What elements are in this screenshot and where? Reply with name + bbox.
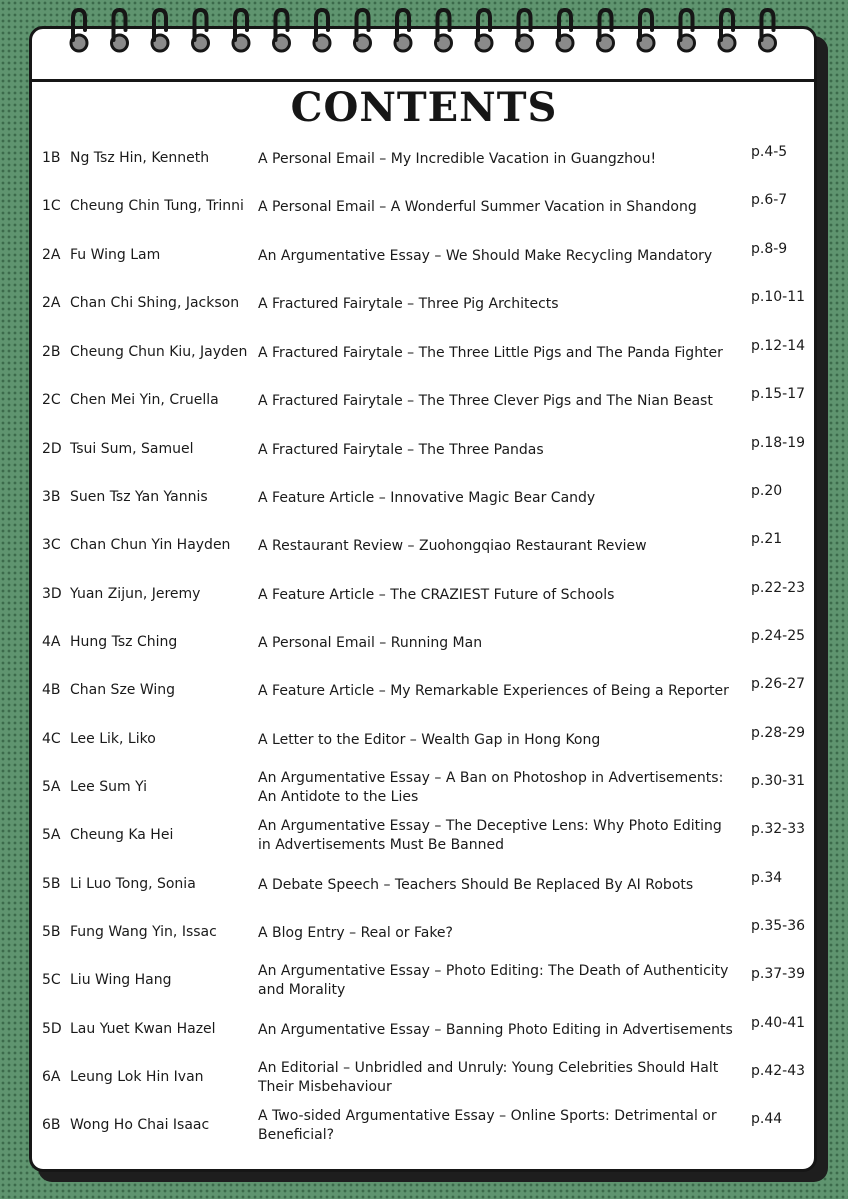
page-number: p.24-25 <box>751 628 806 644</box>
class-label: 1B <box>42 150 61 166</box>
article-title: A Feature Article – The CRAZIEST Future of Schools <box>258 587 615 603</box>
page-number: p.37-39 <box>751 966 806 982</box>
toc-row[interactable] <box>0 1060 848 1109</box>
binding-ring <box>517 10 533 51</box>
page-number: p.30-31 <box>751 773 806 789</box>
class-label: 4A <box>42 634 61 650</box>
binding-ring <box>436 10 452 51</box>
binding-ring <box>274 10 290 51</box>
page-number: p.26-27 <box>751 676 806 692</box>
author-name: Lau Yuet Kwan Hazel <box>70 1021 216 1037</box>
toc-row[interactable] <box>0 435 848 481</box>
binding-ring <box>112 10 128 51</box>
article-title: A Two-sided Argumentative Essay – Online Sports: Detrimental or Beneficial? <box>258 1108 717 1143</box>
article-title: A Feature Article – Innovative Magic Bear Candy <box>258 490 596 506</box>
class-label: 2C <box>42 392 61 408</box>
article-title: An Argumentative Essay – The Deceptive Lens: Why Photo Editing in Advertisements Must Be Banned <box>258 818 722 853</box>
page-number: p.42-43 <box>751 1063 806 1079</box>
binding-ring <box>152 10 168 51</box>
author-name: Ng Tsz Hin, Kenneth <box>70 150 210 166</box>
page-number: p.32-33 <box>751 821 806 837</box>
page-number: p.44 <box>751 1111 783 1127</box>
article-title: A Fractured Fairytale – Three Pig Architects <box>258 296 559 312</box>
article-title: A Debate Speech – Teachers Should Be Replaced By AI Robots <box>258 877 694 893</box>
toc-row[interactable] <box>0 144 848 190</box>
author-name: Leung Lok Hin Ivan <box>70 1069 204 1085</box>
article-title: A Personal Email – A Wonderful Summer Vacation in Shandong <box>258 199 697 215</box>
author-name: Chan Sze Wing <box>70 682 176 698</box>
class-label: 5B <box>42 924 61 940</box>
article-title: A Restaurant Review – Zuohongqiao Restaurant Review <box>258 538 647 554</box>
toc-row[interactable] <box>0 870 848 916</box>
class-label: 6A <box>42 1069 61 1085</box>
class-label: 4C <box>42 731 61 747</box>
spiral-binding <box>0 0 848 70</box>
article-title: A Personal Email – My Incredible Vacation in Guangzhou! <box>258 151 657 167</box>
class-label: 5B <box>42 876 61 892</box>
toc-row[interactable] <box>0 580 848 626</box>
article-title: A Letter to the Editor – Wealth Gap in Hong Kong <box>258 732 601 748</box>
toc-row[interactable] <box>0 725 848 771</box>
author-name: Chen Mei Yin, Cruella <box>70 392 219 408</box>
binding-ring <box>719 10 735 51</box>
toc-row[interactable] <box>0 1108 848 1157</box>
page-number: p.15-17 <box>751 386 806 402</box>
author-name: Yuan Zijun, Jeremy <box>70 586 201 602</box>
author-name: Cheung Chin Tung, Trinni <box>70 198 244 214</box>
class-label: 5D <box>42 1021 62 1037</box>
class-label: 5A <box>42 779 61 795</box>
page-number: p.6-7 <box>751 192 788 208</box>
page-number: p.20 <box>751 483 783 499</box>
toc-row[interactable] <box>0 818 848 867</box>
toc-row[interactable] <box>0 628 848 674</box>
article-title: An Argumentative Essay – Photo Editing: The Death of Authenticity and Morality <box>258 963 729 998</box>
page-number: p.10-11 <box>751 289 806 305</box>
toc-row[interactable] <box>0 338 848 384</box>
class-label: 3B <box>42 489 61 505</box>
class-label: 1C <box>42 198 61 214</box>
author-name: Fung Wang Yin, Issac <box>70 924 217 940</box>
author-name: Lee Sum Yi <box>70 779 148 795</box>
binding-ring <box>760 10 776 51</box>
page-number: p.34 <box>751 870 783 886</box>
author-name: Suen Tsz Yan Yannis <box>70 489 208 505</box>
binding-ring <box>314 10 330 51</box>
author-name: Hung Tsz Ching <box>70 634 178 650</box>
article-title: A Blog Entry – Real or Fake? <box>258 925 453 941</box>
author-name: Tsui Sum, Samuel <box>70 441 194 457</box>
binding-ring <box>598 10 614 51</box>
class-label: 5A <box>42 827 61 843</box>
binding-ring <box>476 10 492 51</box>
toc-row[interactable] <box>0 531 848 577</box>
article-title: An Editorial – Unbridled and Unruly: Young Celebrities Should Halt Their Misbehaviour <box>258 1060 719 1095</box>
toc-row[interactable] <box>0 963 848 1012</box>
binding-ring <box>638 10 654 51</box>
toc-row[interactable] <box>0 289 848 335</box>
page-number: p.12-14 <box>751 338 806 354</box>
article-title: A Fractured Fairytale – The Three Clever Pigs and The Nian Beast <box>258 393 713 409</box>
page-number: p.35-36 <box>751 918 806 934</box>
class-label: 2D <box>42 441 62 457</box>
author-name: Fu Wing Lam <box>70 247 161 263</box>
toc-row[interactable] <box>0 483 848 529</box>
article-title: An Argumentative Essay – We Should Make Recycling Mandatory <box>258 248 713 264</box>
article-title: A Fractured Fairytale – The Three Pandas <box>258 442 544 458</box>
page-number: p.18-19 <box>751 435 806 451</box>
toc-row[interactable] <box>0 918 848 964</box>
article-title: A Personal Email – Running Man <box>258 635 483 651</box>
article-title: A Fractured Fairytale – The Three Little Pigs and The Panda Fighter <box>258 345 723 361</box>
class-label: 4B <box>42 682 61 698</box>
article-title: A Feature Article – My Remarkable Experiences of Being a Reporter <box>258 683 729 699</box>
class-label: 2A <box>42 247 61 263</box>
author-name: Chan Chun Yin Hayden <box>70 537 231 553</box>
page-number: p.22-23 <box>751 580 806 596</box>
binding-ring <box>233 10 249 51</box>
page-number: p.8-9 <box>751 241 788 257</box>
binding-ring <box>193 10 209 51</box>
binding-ring <box>355 10 371 51</box>
binding-ring <box>71 10 87 51</box>
toc-row[interactable] <box>0 386 848 432</box>
author-name: Cheung Ka Hei <box>70 827 174 843</box>
toc-row[interactable] <box>0 770 848 819</box>
toc-row[interactable] <box>0 241 848 287</box>
class-label: 5C <box>42 972 61 988</box>
author-name: Lee Lik, Liko <box>70 731 156 747</box>
author-name: Wong Ho Chai Isaac <box>70 1117 210 1133</box>
page-number: p.40-41 <box>751 1015 806 1031</box>
author-name: Cheung Chun Kiu, Jayden <box>70 344 248 360</box>
page-title: CONTENTS <box>290 84 558 131</box>
class-label: 3C <box>42 537 61 553</box>
binding-ring <box>679 10 695 51</box>
article-title: An Argumentative Essay – Banning Photo Editing in Advertisements <box>258 1022 733 1038</box>
binding-divider <box>32 79 814 82</box>
class-label: 3D <box>42 586 62 602</box>
author-name: Liu Wing Hang <box>70 972 172 988</box>
page-number: p.28-29 <box>751 725 806 741</box>
class-label: 2A <box>42 295 61 311</box>
article-title: An Argumentative Essay – A Ban on Photoshop in Advertisements: An Antidote to the Lies <box>258 770 724 805</box>
author-name: Li Luo Tong, Sonia <box>70 876 196 892</box>
class-label: 6B <box>42 1117 61 1133</box>
binding-ring <box>557 10 573 51</box>
toc-row[interactable] <box>0 1015 848 1061</box>
binding-ring <box>395 10 411 51</box>
class-label: 2B <box>42 344 61 360</box>
toc-row[interactable] <box>0 676 848 722</box>
page-number: p.4-5 <box>751 144 788 160</box>
page-number: p.21 <box>751 531 783 547</box>
author-name: Chan Chi Shing, Jackson <box>70 295 240 311</box>
toc-row[interactable] <box>0 192 848 238</box>
